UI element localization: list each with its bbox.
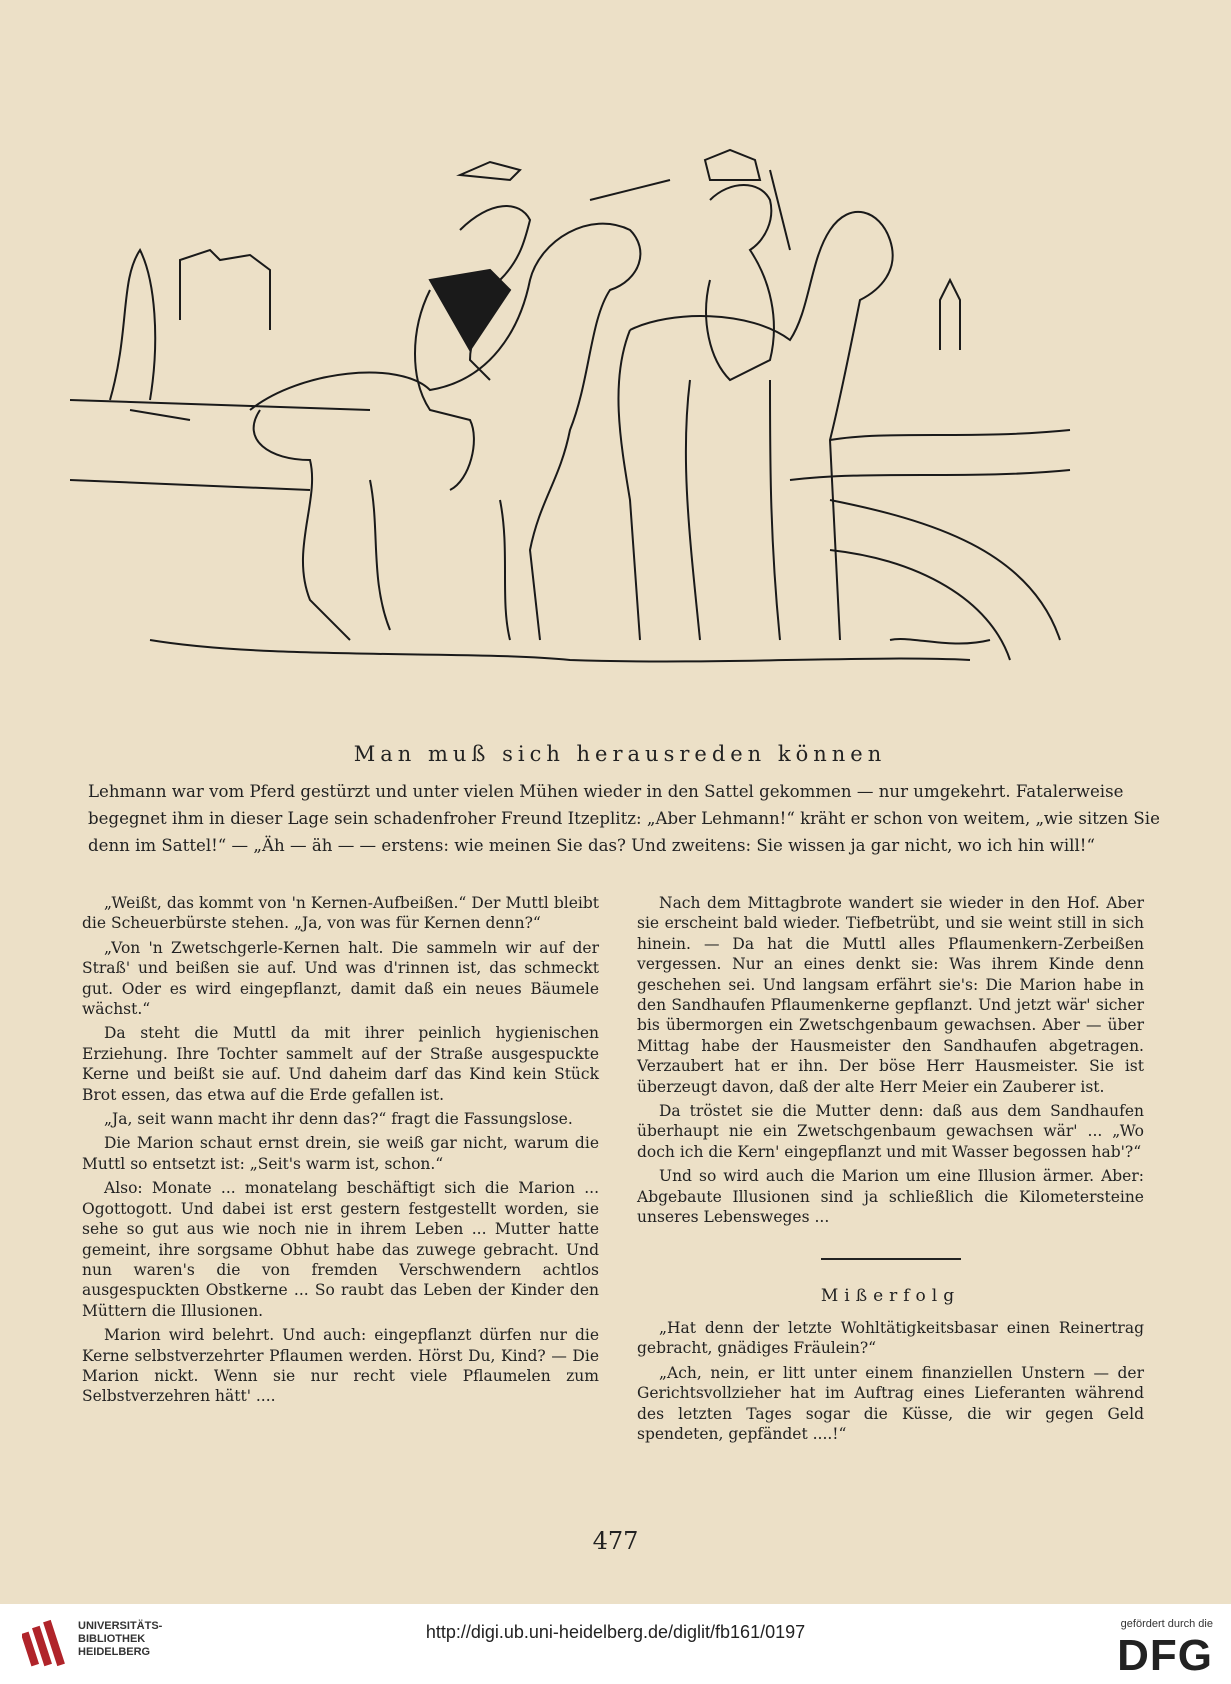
paragraph: Und so wird auch die Marion um eine Illusion ärmer. Aber: Abgebaute Illusionen sind ja schließlich die Kilometersteine unseres Lebensweges ... bbox=[637, 1167, 1144, 1227]
paragraph: Marion wird belehrt. Und auch: eingepflanzt dürfen nur die Kerne selbstverzehrter Pflaumen werden. Hörst Du, Kind? — Die Marion nickt. Wenn sie nur recht viele Pflaumelen zum Selbstverzehren hätt' .... bbox=[82, 1326, 599, 1406]
right-column bbox=[637, 893, 1144, 1448]
tree-sketch bbox=[110, 250, 155, 400]
section-divider bbox=[821, 1258, 961, 1260]
paragraph: „Hat denn der letzte Wohltätigkeitsbasar einen Reinertrag gebracht, gnädiges Fräulein?“ bbox=[637, 1318, 1144, 1358]
page-number: 477 bbox=[592, 1527, 639, 1555]
caption-line: Lehmann war vom Pferd gestürzt und unter vielen Mühen wieder in den Sattel gekommen — nur umgekehrt. Fatalerweise bbox=[88, 782, 1124, 801]
section-title: Mißerfolg bbox=[820, 1285, 961, 1306]
right-horse bbox=[630, 212, 893, 640]
paragraph: Nach dem Mittagbrote wandert sie wieder in den Hof. Aber sie erscheint bald wieder. Tiefbetrübt, und sie weint still in sich hinein. — Da hat die Muttl alles Pflaumenkern-Zerbeißen vergessen. Nur an eines denkt sie: Was ihrem Kinde denn geschehen sei. Und langsam erfährt sie's: Die Marion habe in den Sandhaufen Pflaumenkerne gepflanzt. Und jetzt wär' sicher bis übermorgen ein Zwetschgenbaum gewachsen. Aber — über Mittag habe der Hausmeister den Sandhaufen abgetragen. Verzaubert hat er ihn. Der böse Herr Hausmeister. Sie ist überzeugt davon, daß der alte Herr Meier ein Zauberer ist. bbox=[637, 894, 1144, 1096]
caption-line: begegnet ihm in dieser Lage sein schadenfroher Freund Itzeplitz: „Aber Lehmann!“ kräht er schon von weitem, „wie sitzen Sie bbox=[88, 809, 1160, 828]
dfg-logo: DFG bbox=[1117, 1631, 1213, 1680]
illustration-riders bbox=[70, 80, 1100, 740]
paragraph: Also: Monate ... monatelang beschäftigt sich die Marion ... Ogottogott. Und dabei ist erst gestern festgestellt worden, sie sehe so gut aus wie noch nie in ihrem Leben ... Mutter hatte gemeint, ihre sorgsame Obhut habe das zuwege gebracht. Und nun waren's die von fremden Verschwendern achtlos ausgespuckten Obstkerne ... So raubt das Leben der Kinder den Müttern die Illusionen. bbox=[82, 1179, 599, 1320]
paragraph: Da tröstet sie die Mutter denn: daß aus dem Sandhaufen überhaupt nie ein Zwetschgenbaum gewachsen wär' ... „Wo doch ich die Kern' eingepflanzt und mit Wasser begossen hab'?“ bbox=[637, 1102, 1144, 1161]
artist-signature bbox=[890, 639, 990, 644]
source-url-link[interactable]: http://digi.ub.uni-heidelberg.de/diglit/fb161/0197 bbox=[425, 1622, 806, 1642]
paragraph: „Ja, seit wann macht ihr denn das?“ fragt die Fassungslose. bbox=[104, 1110, 573, 1129]
left-column bbox=[82, 893, 599, 1411]
funding-label: gefördert durch die bbox=[1120, 1618, 1213, 1630]
church-tower-sketch bbox=[940, 280, 960, 350]
caption-title: Man muß sich herausreden können bbox=[353, 742, 887, 766]
castle-sketch bbox=[180, 250, 270, 330]
paragraph: „Von 'n Zwetschgerle-Kernen halt. Die sammeln wir auf der Straß' und beißen sie auf. Und was d'rinnen ist, das schmeckt gut. Oder es wird eingepflanzt, damit daß ein neues Bäumele wächst.“ bbox=[82, 938, 599, 1019]
caption-body bbox=[88, 778, 1160, 859]
caption-line: denn im Sattel!“ — „Äh — äh — — erstens: wie meinen Sie das? Und zweitens: Sie wissen ja gar nicht, wo ich hin will!“ bbox=[88, 836, 1095, 855]
paragraph: „Weißt, das kommt von 'n Kernen-Aufbeißen.“ Der Muttl bleibt die Scheuerbürste stehen. „Ja, von was für Kernen denn?“ bbox=[82, 894, 599, 933]
paragraph: Die Marion schaut ernst drein, sie weiß gar nicht, warum die Muttl so entsetzt ist: „Seit's warm ist, schon.“ bbox=[82, 1134, 599, 1173]
road-sketch bbox=[830, 500, 1060, 660]
bowler-hat bbox=[705, 150, 760, 180]
right-rider bbox=[706, 185, 774, 380]
paragraph: „Ach, nein, er litt unter einem finanziellen Unstern — der Gerichtsvollzieher hat im Auftrag eines Lieferanten während des letzten Tages sogar die Küsse, die wir gegen Geld spendeten, gepfändet ....!“ bbox=[637, 1363, 1144, 1443]
flat-cap bbox=[460, 162, 520, 180]
footer-bar bbox=[0, 1604, 1231, 1684]
paragraph: Da steht die Muttl da mit ihrer peinlich hygienischen Erziehung. Ihre Tochter sammelt auf der Straße ausgespuckte Kerne und beißt sie auf. Und daheim darf das Kind kein Stück Brot essen, das etwa auf die Erde gefallen ist. bbox=[82, 1024, 599, 1104]
library-name: UNIVERSITÄTS- BIBLIOTHEK HEIDELBERG bbox=[78, 1620, 163, 1658]
